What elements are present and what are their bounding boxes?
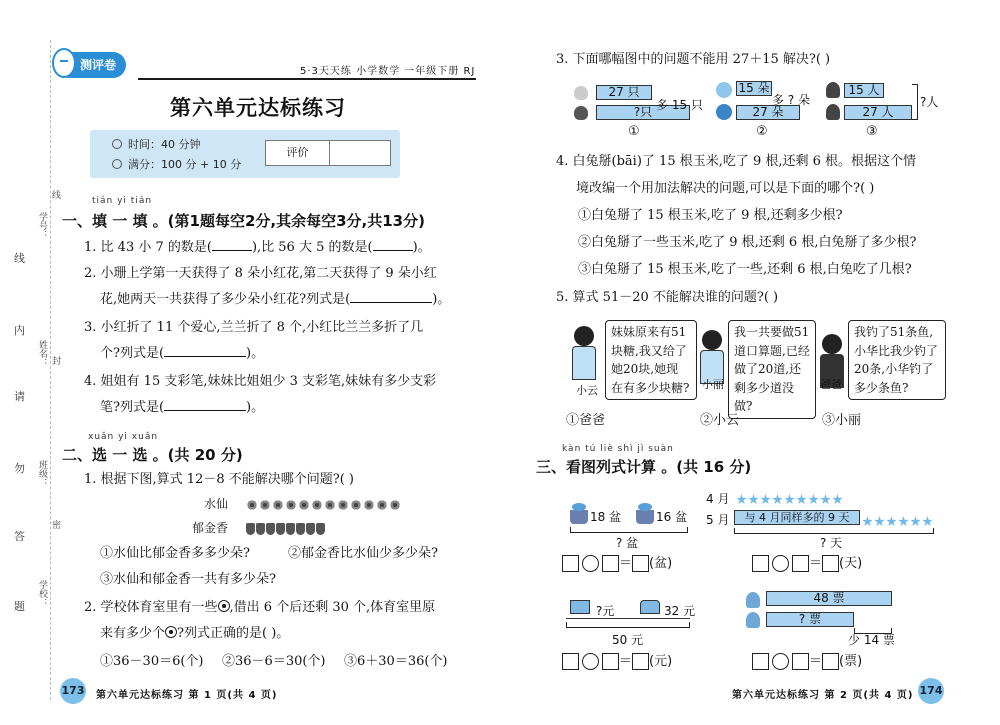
question-1-4-line1: 4. 姐姐有 15 支彩笔,妹妹比姐姐少 3 支彩笔,妹妹有多少支彩	[84, 374, 437, 389]
star-icon	[820, 494, 831, 505]
star-icon	[910, 516, 921, 527]
tulip-icon	[296, 523, 305, 535]
d3-top-bar: 15 人	[844, 83, 884, 98]
evaluation-label: 评价	[266, 141, 330, 165]
tulip-icon	[256, 523, 265, 535]
body	[572, 346, 596, 380]
answer-box[interactable]	[562, 653, 579, 670]
section2-pinyin: xuǎn yi xuǎn	[88, 432, 159, 442]
q-text: 个?列式是(	[100, 346, 165, 361]
d3-brace	[912, 84, 918, 120]
q-text: )。	[412, 240, 431, 255]
question-1-3-line2	[100, 346, 264, 362]
narcissus-label: 水仙	[204, 497, 229, 511]
option-5-1[interactable]: ①爸爸	[566, 413, 606, 428]
narcissus-icon	[298, 499, 310, 511]
speech-line: 剩多少道没做?	[734, 380, 795, 414]
person-icon	[826, 104, 840, 120]
question-1-3-line1: 3. 小红折了 11 个爱心,兰兰折了 8 个,小红比兰兰多折了几	[84, 320, 424, 335]
q-text: 2. 学校体育室里有一些	[84, 600, 218, 615]
question-1-2-line1: 2. 小珊上学第一天获得了 8 朵小红花,第二天获得了 9 朵小红	[84, 266, 437, 281]
option-5-2[interactable]: ②小云	[700, 413, 740, 428]
speech-line: 她20块,她现	[611, 362, 679, 377]
strip-char: 请	[14, 390, 25, 403]
answer-box[interactable]	[822, 653, 839, 670]
speech-line: 我钓了51条鱼,	[854, 325, 934, 339]
q-text: ,借出 6 个后还剩 30 个,体育室里原	[229, 600, 436, 615]
speech-xiaoyun	[605, 320, 697, 400]
speech-line: 妹妹原来有51	[611, 325, 687, 339]
star-icon	[772, 494, 783, 505]
option-2-1-3[interactable]: ③水仙和郁金香一共有多少朵?	[100, 572, 276, 587]
tulip-label: 郁金香	[192, 521, 229, 535]
strip-char: 答	[14, 530, 25, 543]
tulip-row	[246, 520, 326, 539]
narcissus-icon	[259, 499, 271, 511]
star-icon	[748, 494, 759, 505]
days-question: ? 天	[820, 536, 843, 550]
pots-left: 18 盆	[590, 510, 622, 524]
star-icon	[808, 494, 819, 505]
d3-bottom-bar: 27 人	[844, 105, 912, 120]
equation-b: ＝ (天)	[752, 552, 862, 572]
pots-question: ? 盆	[616, 536, 639, 550]
option-4-3[interactable]: ③白兔掰了 15 根玉米,吃了一些,还剩 6 根,白兔吃了几根?	[578, 262, 912, 277]
q-text: )。	[432, 292, 451, 307]
q-text: 笔?列式是(	[100, 400, 165, 415]
head	[822, 334, 842, 354]
price-left: ?元	[596, 604, 615, 618]
strip-char: 内	[14, 324, 25, 337]
pots-brace	[570, 527, 688, 533]
narcissus-icon	[246, 499, 258, 511]
speech-line: 小华比我少钓了	[854, 343, 939, 358]
footer-left: 第六单元达标练习 第 1 页(共 4 页)	[96, 690, 278, 701]
narcissus-icon	[272, 499, 284, 511]
seal-char: 线	[50, 190, 60, 199]
price-right: 32 元	[664, 604, 696, 618]
star-icon	[886, 516, 897, 527]
answer-box[interactable]	[632, 555, 649, 572]
d1-side: 多 15 只	[656, 98, 703, 112]
option-2-1-1[interactable]: ①水仙比郁金香多多少朵?	[100, 546, 250, 561]
q-text: 花,她两天一共获得了多少朵小红花?列式是(	[100, 292, 351, 307]
girl-xiaoyun-figure	[572, 326, 596, 380]
flower-icon	[716, 104, 732, 120]
answer-blank[interactable]	[350, 302, 432, 303]
question-4-line2: 境改编一个用加法解决的问题,可以是下面的哪个?( )	[576, 181, 875, 196]
unit: (元)	[649, 654, 673, 669]
answer-blank[interactable]	[373, 250, 413, 251]
student-name-label: 姓名：	[37, 340, 47, 367]
narcissus-icon	[363, 499, 375, 511]
answer-box[interactable]	[562, 555, 579, 572]
star-icon	[760, 494, 771, 505]
person-icon	[826, 82, 840, 98]
d2-side: 多 ? 朵	[772, 93, 810, 107]
price-brace	[566, 622, 690, 628]
book-title: 5·3天天练 小学数学 一年级下册 RJ	[300, 66, 476, 77]
binding-line	[50, 40, 51, 700]
price-total: 50 元	[612, 633, 644, 647]
test-badge: 测评卷	[56, 52, 126, 78]
q-text: ?列式正确的是( )。	[177, 626, 290, 641]
flower-icon	[716, 82, 732, 98]
question-2-1: 1. 根据下图,算式 12－8 不能解决哪个问题?( )	[84, 472, 354, 487]
answer-box[interactable]	[822, 555, 839, 572]
pots-right: 16 盆	[656, 510, 688, 524]
check-icon	[112, 159, 122, 169]
option-2-2-2[interactable]: ②36－6＝30(个)	[222, 654, 326, 669]
may-bar: 与 4 月同样多的 9 天	[734, 510, 860, 525]
page-number-left: 173	[60, 678, 86, 704]
star-icon	[832, 494, 843, 505]
info-box	[90, 130, 400, 178]
name-xiaoli: 小丽	[702, 378, 724, 391]
tulip-icon	[276, 523, 285, 535]
speech-line: 做了20道,还	[734, 362, 802, 377]
d3-side: ?人	[920, 95, 939, 109]
class-label: 班级：	[37, 460, 47, 487]
tulip-icon	[286, 523, 295, 535]
answer-box[interactable]	[752, 555, 769, 572]
answer-blank[interactable]	[164, 410, 246, 411]
question-1-1	[84, 240, 431, 256]
evaluation-box	[265, 140, 391, 166]
unit: (盆)	[649, 556, 673, 571]
equation-d: ＝ (票)	[752, 650, 862, 670]
time-label: 时间：40 分钟	[128, 138, 201, 151]
option-4-2[interactable]: ②白兔掰了一些玉米,吃了 9 根,还剩 6 根,白兔掰了多少根?	[578, 235, 917, 250]
equation-a: ＝ (盆)	[562, 552, 672, 572]
q-text: 1. 比 43 小 7 的数是(	[84, 240, 212, 255]
answer-blank[interactable]	[212, 250, 252, 251]
score-row	[112, 156, 241, 172]
score-label: 满分：100 分 + 10 分	[128, 158, 242, 171]
narcissus-icon	[324, 499, 336, 511]
operator-circle[interactable]	[582, 653, 599, 670]
head	[702, 330, 722, 350]
tulip-icon	[246, 523, 255, 535]
rabbit-icon	[574, 106, 588, 120]
equation-c: ＝ (元)	[562, 650, 672, 670]
time-row	[112, 136, 201, 152]
unit: (票)	[839, 654, 863, 669]
option-5-3[interactable]: ③小丽	[822, 413, 862, 428]
d1-top-bar: 27 只	[596, 85, 652, 100]
tulip-icon	[266, 523, 275, 535]
answer-box[interactable]	[752, 653, 769, 670]
narcissus-icon	[337, 499, 349, 511]
tickets-bottom-bar: ? 票	[766, 612, 854, 627]
student-id-label: 学号：	[37, 212, 47, 239]
rabbit-icon	[574, 86, 588, 100]
person-icon	[746, 592, 760, 608]
d1-bottom-bar: ?只	[596, 105, 690, 120]
narcissus-row	[246, 496, 402, 515]
section1-pinyin: tián yi tián	[92, 196, 153, 206]
answer-box[interactable]	[602, 653, 619, 670]
tulip-icon	[316, 523, 325, 535]
speech-line: 20条,小华钓了	[854, 362, 934, 377]
question-2-2-line1	[84, 600, 435, 616]
d3-number: ③	[866, 124, 878, 139]
q-text: 来有多少个	[100, 626, 166, 641]
section2-title: 二、选 一 选 。(共 20 分)	[62, 446, 243, 464]
q-text: )。	[246, 346, 265, 361]
person-icon	[746, 612, 760, 628]
strip-char: 题	[14, 600, 25, 613]
d2-bottom-bar: 27 朵	[736, 105, 800, 120]
star-icon	[898, 516, 909, 527]
answer-blank[interactable]	[164, 356, 246, 357]
may-label: 5 月	[706, 513, 730, 527]
strip-char: 线	[14, 252, 25, 265]
section3-pinyin: kàn tú liè shì jì suàn	[562, 444, 674, 454]
flowerpot-icon	[570, 510, 588, 524]
question-1-4-line2	[100, 400, 264, 416]
answer-box[interactable]	[632, 653, 649, 670]
star-icon	[862, 516, 873, 527]
star-icon	[784, 494, 795, 505]
speech-line: 多少条鱼?	[854, 380, 909, 395]
question-5: 5. 算式 51－20 不能解决谁的问题?( )	[556, 290, 779, 305]
star-icon	[874, 516, 885, 527]
question-4-line1: 4. 白兔掰(bāi)了 15 根玉米,吃了 9 根,还剩 6 根。根据这个情	[556, 154, 917, 169]
name-father: 爸爸	[820, 378, 842, 391]
cake-icon	[640, 600, 660, 614]
q-text: ),比 56 大 5 的数是(	[251, 240, 373, 255]
speech-line: 在有多少块糖?	[611, 380, 690, 395]
unit: (天)	[839, 556, 863, 571]
strip-char: 勿	[14, 462, 25, 475]
narcissus-icon	[350, 499, 362, 511]
mascot-icon	[52, 48, 76, 78]
option-2-2-1[interactable]: ①36－30＝6(个)	[100, 654, 204, 669]
narcissus-icon	[285, 499, 297, 511]
header-rule	[138, 78, 476, 80]
question-2-2-line2	[100, 626, 289, 642]
speech-xiaoli	[728, 320, 816, 419]
d2-top-bar: 15 朵	[736, 81, 772, 96]
name-xiaoyun: 小云	[576, 384, 598, 397]
footer-right: 第六单元达标练习 第 2 页(共 4 页)	[732, 690, 914, 701]
speech-line: 道口算题,已经	[734, 343, 810, 358]
soccer-ball-icon	[218, 600, 230, 612]
april-label: 4 月	[706, 492, 730, 506]
operator-circle[interactable]	[582, 555, 599, 572]
school-label: 学校：	[37, 580, 47, 607]
answer-box[interactable]	[602, 555, 619, 572]
page-title: 第六单元达标练习	[170, 95, 346, 120]
option-2-2-3[interactable]: ③6＋30＝36(个)	[344, 654, 448, 669]
question-1-2-line2	[100, 292, 450, 308]
speech-line: 我一共要做51	[734, 325, 810, 339]
answer-box[interactable]	[792, 555, 809, 572]
operator-circle[interactable]	[772, 653, 789, 670]
page-number-right: 174	[918, 678, 944, 704]
soccer-ball-icon	[165, 626, 177, 638]
operator-circle[interactable]	[772, 555, 789, 572]
narcissus-icon	[389, 499, 401, 511]
april-stars	[736, 490, 844, 509]
tickets-less: 少 14 票	[848, 633, 895, 647]
star-icon	[796, 494, 807, 505]
section3-title: 三、看图列式计算 。(共 16 分)	[536, 458, 752, 476]
speech-father	[848, 320, 946, 400]
tickets-top-bar: 48 票	[766, 591, 892, 606]
option-4-1[interactable]: ①白兔掰了 15 根玉米,吃了 9 根,还剩多少根?	[578, 208, 843, 223]
flowerpot-icon	[636, 510, 654, 524]
box-icon	[570, 600, 590, 614]
d2-number: ②	[756, 124, 768, 139]
head	[574, 326, 594, 346]
section1-title: 一、填 一 填 。(第1题每空2分,其余每空3分,共13分)	[62, 212, 425, 230]
d1-number: ①	[628, 124, 640, 139]
star-icon	[922, 516, 933, 527]
answer-box[interactable]	[792, 653, 809, 670]
star-icon	[736, 494, 747, 505]
clock-icon	[112, 139, 122, 149]
speech-line: 块糖,我又给了	[611, 343, 687, 358]
tulip-icon	[306, 523, 315, 535]
seal-char: 密	[50, 520, 60, 529]
price-line	[566, 618, 690, 619]
narcissus-icon	[311, 499, 323, 511]
q-text: )。	[246, 400, 265, 415]
narcissus-icon	[376, 499, 388, 511]
seal-char: 封	[50, 356, 60, 365]
evaluation-field[interactable]	[330, 141, 390, 165]
question-3: 3. 下面哪幅图中的问题不能用 27＋15 解决?( )	[556, 52, 831, 67]
option-2-1-2[interactable]: ②郁金香比水仙少多少朵?	[288, 546, 438, 561]
